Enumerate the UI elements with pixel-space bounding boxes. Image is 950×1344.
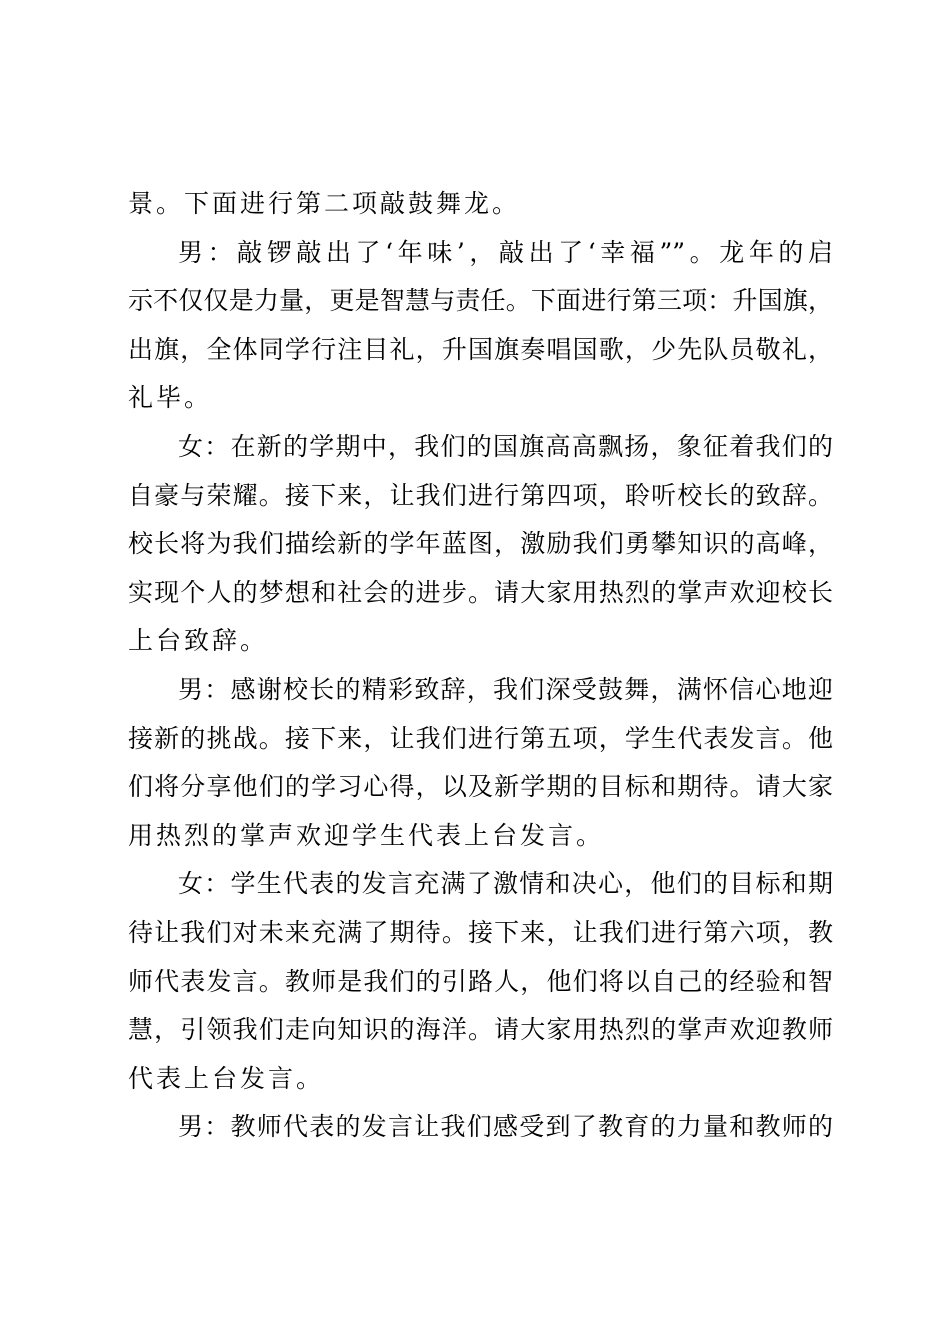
paragraph-first-line: 男：感谢校长的精彩致辞，我们深受鼓舞，满怀信心地迎 [178,674,833,704]
text-line: 接新的挑战。接下来，让我们进行第五项，学生代表发言。他 [128,723,833,753]
paragraph-first-line: 男：教师代表的发言让我们感受到了教育的力量和教师的 [178,1112,833,1142]
document-body [128,180,833,1152]
paragraph-first-line: 男：敲锣敲出了‘年味’，敲出了‘幸福””。龙年的启 [178,237,833,267]
paragraph-first-line: 女：在新的学期中，我们的国旗高高飘扬，象征着我们的 [178,431,833,461]
text-line: 师代表发言。教师是我们的引路人，他们将以自己的经验和智 [128,966,833,996]
text-line: 代表上台发言。 [128,1063,325,1093]
text-line: 景。下面进行第二项敲鼓舞龙。 [128,189,521,218]
text-line: 用热烈的掌声欢迎学生代表上台发言。 [128,820,605,850]
text-line: 礼毕。 [128,383,213,413]
text-line: 校长将为我们描绘新的学年蓝图，激励我们勇攀知识的高峰， [128,529,833,559]
text-line: 们将分享他们的学习心得，以及新学期的目标和期待。请大家 [128,772,833,802]
text-line: 示不仅仅是力量，更是智慧与责任。下面进行第三项：升国旗， [128,286,833,316]
text-line: 慧，引领我们走向知识的海洋。请大家用热烈的掌声欢迎教师 [128,1015,833,1045]
text-line: 待让我们对未来充满了期待。接下来，让我们进行第六项，教 [128,917,833,947]
paragraph-first-line: 女：学生代表的发言充满了激情和决心，他们的目标和期 [178,869,833,899]
text-line: 自豪与荣耀。接下来，让我们进行第四项，聆听校长的致辞。 [128,480,833,510]
text-line: 实现个人的梦想和社会的进步。请大家用热烈的掌声欢迎校长 [128,577,833,607]
text-line: 上台致辞。 [128,626,269,656]
text-line: 出旗，全体同学行注目礼，升国旗奏唱国歌，少先队员敬礼， [128,334,833,364]
